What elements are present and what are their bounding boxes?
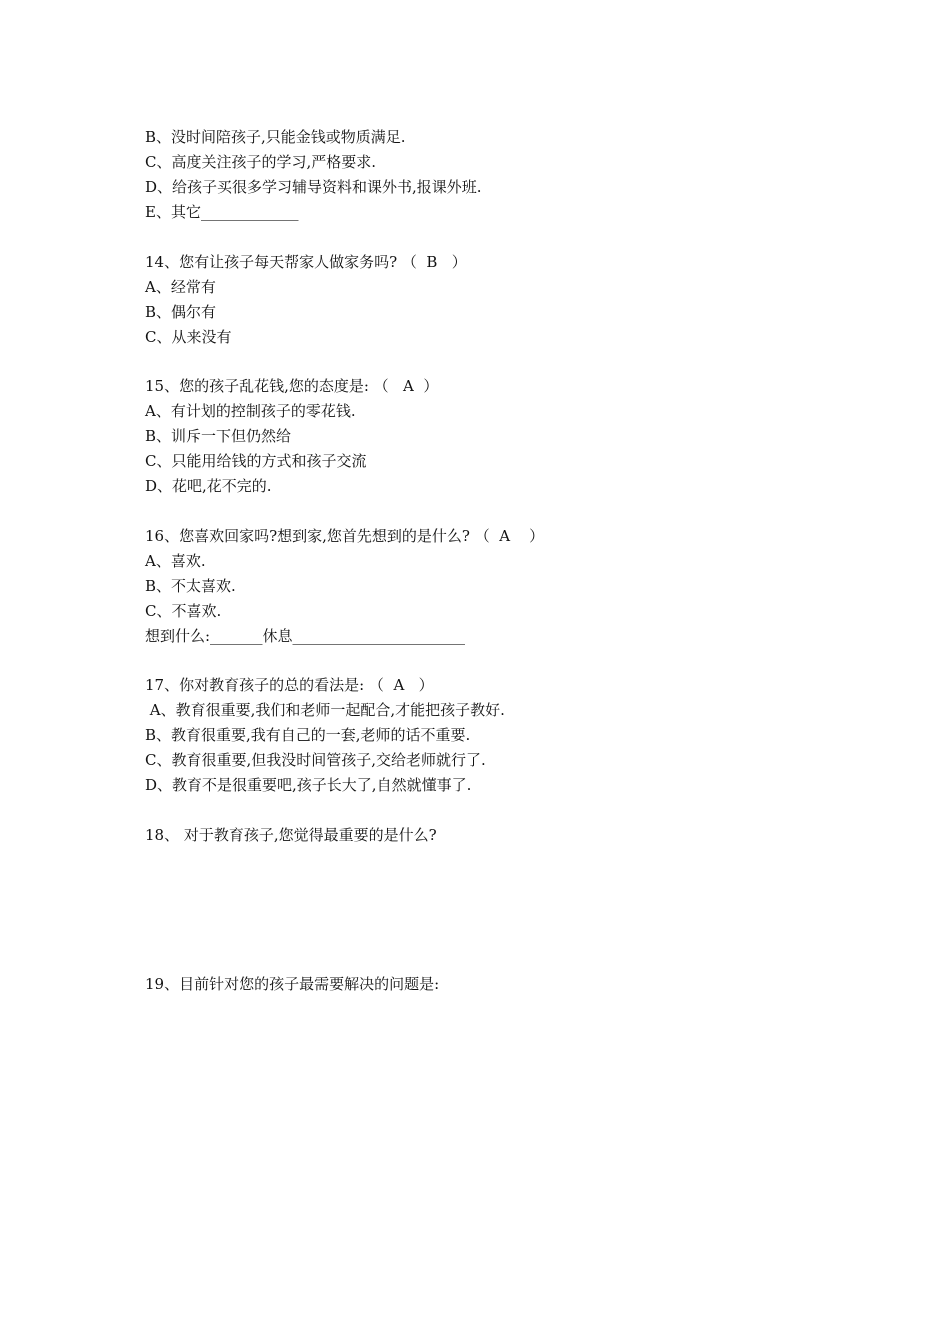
- q16-option-b: B、不太喜欢.: [145, 577, 236, 595]
- q15-option-c: C、只能用给钱的方式和孩子交流: [145, 452, 367, 470]
- question-16: 16、您喜欢回家吗?想到家,您首先想到的是什么? （ A ）: [145, 527, 545, 545]
- question-19: 19、目前针对您的孩子最需要解决的问题是:: [145, 975, 440, 993]
- q15-option-d: D、花吧,花不完的.: [145, 477, 272, 495]
- option-b-text: B、没时间陪孩子,只能金钱或物质满足.: [145, 128, 406, 146]
- q14-option-b: B、偶尔有: [145, 303, 217, 321]
- question-18: 18、 对于教育孩子,您觉得最重要的是什么?: [145, 826, 437, 844]
- q16-option-c: C、不喜欢.: [145, 602, 222, 620]
- q17-option-c: C、教育很重要,但我没时间管孩子,交给老师就行了.: [145, 751, 486, 769]
- option-d-text: D、给孩子买很多学习辅导资料和课外书,报课外班.: [145, 178, 482, 196]
- question-17: 17、你对教育孩子的总的看法是: （ A ）: [145, 676, 434, 694]
- q16-option-a: A、喜欢.: [145, 552, 206, 570]
- question-15: 15、您的孩子乱花钱,您的态度是: （ A ）: [145, 377, 439, 395]
- question-14: 14、您有让孩子每天帮家人做家务吗? （ B ）: [145, 253, 467, 271]
- q15-option-b: B、训斥一下但仍然给: [145, 427, 292, 445]
- q16-fill-line: 想到什么:_______休息_______________________: [145, 627, 466, 645]
- q14-option-c: C、从来没有: [145, 328, 232, 346]
- q17-option-a: A、教育很重要,我们和老师一起配合,才能把孩子教好.: [145, 701, 505, 719]
- option-e-text: E、其它_____________: [145, 203, 299, 221]
- q15-option-a: A、有计划的控制孩子的零花钱.: [145, 402, 356, 420]
- q14-option-a: A、经常有: [145, 278, 216, 296]
- q17-option-b: B、教育很重要,我有自己的一套,老师的话不重要.: [145, 726, 471, 744]
- option-c-text: C、高度关注孩子的学习,严格要求.: [145, 153, 377, 171]
- q17-option-d: D、教育不是很重要吧,孩子长大了,自然就懂事了.: [145, 776, 472, 794]
